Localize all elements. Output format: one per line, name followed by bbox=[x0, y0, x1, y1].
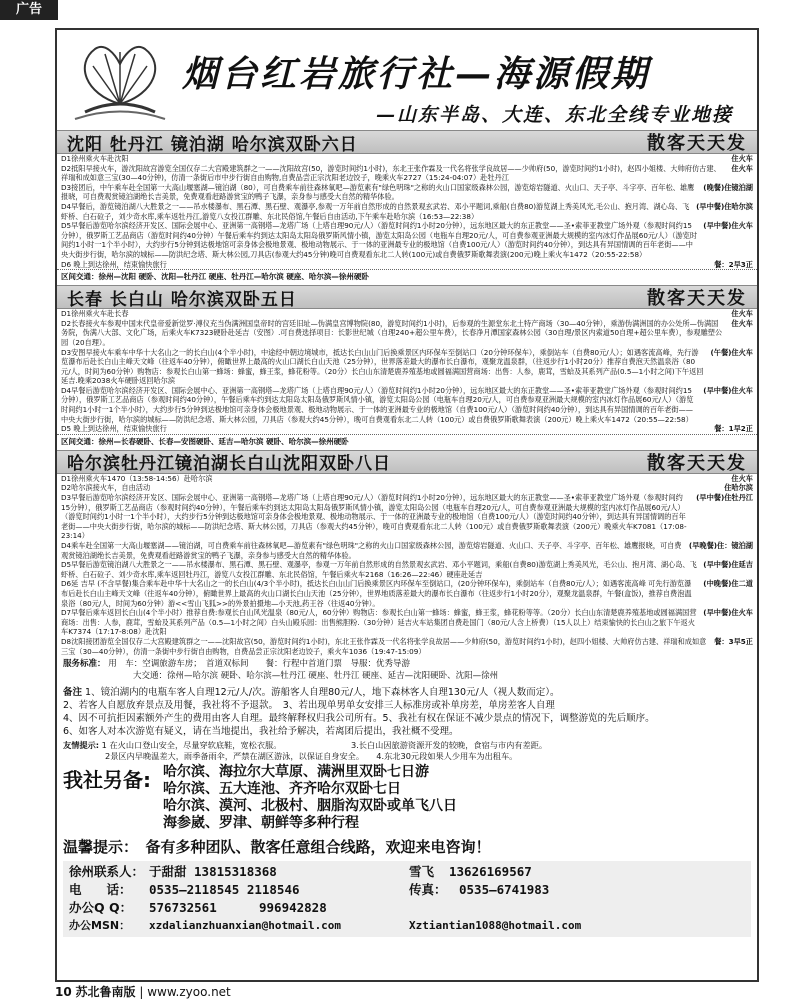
itinerary-day: D1徐州乘火车赴长春 住火车 bbox=[61, 309, 753, 319]
itinerary-day: D2哈尔滨接火车，自由活动 住哈尔滨 bbox=[61, 483, 753, 493]
itinerary-day: D4乘车赴全国第一大高山堰塞湖——镜泊湖，可自费乘车前往森林氧吧—游览素有"绿色明珠"之称的火山口国家级森林公园，游览熔岩隧道、火山口、天子亭、斗字亭、百年松、雄鹰报晓，可自费观赏镜泊湖绝长吉美景，免费观看赶路游赏宝的鸭子飞瀑，亲身参与感受大自然的精华体验。 (早晚餐)住：镜泊湖 bbox=[61, 541, 753, 560]
route-transport: 区间交通：徐州—沈阳 硬卧、沈阳—牡丹江 硬座、牡丹江—哈尔滨 硬座、哈尔滨—徐州硬卧 bbox=[57, 269, 757, 283]
ad-frame bbox=[55, 28, 759, 982]
route-name: 哈尔滨牡丹江镜泊湖长白山沈阳双卧八日 bbox=[67, 454, 391, 475]
itinerary-day: D3早餐后游览哈尔滨经济开发区、国际会展中心、亚洲第一高钢塔—龙塔广场（上塔自理90元/人）（游览时间约1小时20分钟），远东地区最大的东正教堂——圣•索菲亚教堂广场外观（参观时间约15分钟），俄罗斯工艺品商店（参观时间约40分钟），午餐后乘车约到达太阳岛太阳岛俄罗斯风情小镇，游览太阳岛公园（电瓶车自理20元/人，可自费参观亚洲最大规模的室内冰灯作品展60元/人）（游览时间约1小时一1个半小时），大约步行5分钟到达极地馆可亲身体会极地景观、极地动物展示、于一体的亚洲最专业的极地馆（自费100元/人）（游览时间约40分钟），到达具有异国情调的百年老街——中央大街步行街，哈尔滨的城标——防洪纪念塔、斯大林公园，刀具店（参观大约45分钟），晚可自费观看东北二人转（100元）或自费俄罗斯歌舞表演（200元）晚乘火车K7081（17:08-23:14） (早中餐)住牡丹江 bbox=[61, 493, 753, 541]
site-url[interactable]: www.zyoo.net bbox=[147, 985, 231, 999]
itinerary-day: D2抵阳早接火车，游沈阳故宫游览全国仅存二大宫殿建筑群之一——沈阳故宫(50，游览时间约1小时)，东北王张作霖及一代名将张学良故居——少帅府(50，游览时间约1小时)，赵四小姐楼、大帅府仿古建、祥瑞和成如意三宝(30—40分钟)，仿清一条街后市中步行街自由购物,自费品尝正宗沈阳老边饺子，晚乘火车2727（15:24-04:07）赴牡丹江 住火车 bbox=[61, 163, 753, 183]
itinerary-day: D6 晚上到达徐州，结束愉快旅行 餐：2早3正 bbox=[61, 259, 753, 269]
contact-block: 徐州联系人： 于甜甜 13815318368 雪飞 13626169567 电 话： 0535—2118545 2118546 传真： 0535—6741983 办公Q Q： 576732561 996942828 办公MSN： xzdalianzhuanxian@hotmail.com Xztiantian1088@hotmail.com bbox=[63, 861, 751, 937]
header bbox=[57, 30, 757, 130]
notes: 备注 1、镜泊湖内的电瓶车客人自理12元/人/次。游船客人自理80元/人，地下森林客人自理130元/人（视人数而定）。 2、若客人自愿放弃景点及用餐，我社将不予退款。 3、若出现单男单女安排三人标准房或补单房差，单房差客人自理 4、因不可抗拒因素额外产生的费用由客人自理。最终解释权归我公司所有。5、我社有权在保证不减少景点的情况下，调整游览的先后顺序。 6、如客人对本次游览有疑义，请在当地提出，我社给予解决，若离团后提出，我社概不受理。 bbox=[63, 687, 655, 738]
route-status: 散客天天发 bbox=[647, 133, 747, 154]
itinerary-day: D3接团后，中午乘车赴全国第一大高山堰塞湖—镜泊湖（80），可自费乘车前往森林氧吧—游览素有"绿色明珠"之称的火山口国家级森林公园，游览熔岩隧道、火山口、天子亭、斗字亭、百年松、雄鹰报晓，可自费观赏镜泊湖绝长吉美景，免费观看赶路游赏宝的鸭子飞瀑，亲身参与感受大自然的精华体验。 (晚餐)住镜泊湖 bbox=[61, 182, 753, 202]
itinerary-day: D3安图早接火车乘车中华十大名山之一的长白山(4个半小时)，中途经中朝边境城市，抵达长白山山门后换乘景区内环保车至倒站口（20分钟环保车），乘倒站车（自费80元/人）；如遇客流高峰，先行游览瀑布后赴长白山主峰天文峰（往返车40分钟），俯瞰世界上最高的火山口湖长白山天池（25分钟），世界落差最大的瀑布长白瀑布，观聚龙温泉群，（往返步行1小时20分）推荐自费泡天然温泉浴（80元/人，时间为60分钟）购物店：参观长白山第一蜂场：蜂蜜，蜂王浆，蜂花粉等。（20分）长白山东清楚鹿养殖基地或圆福满国营商场：出售：人参，鹿茸，雪蛤及其系列产品(0.5—1小时之间)下午返回延吉.晚乘2038火车硬卧返回哈尔滨 (午餐)住火车 bbox=[61, 347, 753, 386]
itinerary-day: D1徐州乘火车赴沈阳 住火车 bbox=[61, 154, 753, 163]
slogan: —山东半岛、大连、东北全线专业地接 bbox=[375, 104, 733, 126]
footer: 10 苏北鲁南版 | www.zyoo.net bbox=[55, 985, 231, 999]
ad-tag: 广告 bbox=[0, 0, 58, 20]
itinerary-day: D6延 吉早 (不含早餐)集合乘车赴中华十大名山之一的长白山(4/3个半小时)，抵达长白山山门后换乘景区内环保车至倒站口，(20分钟环保车)，乘倒站车（自费80元/人）；如遇客流高峰 可先行游览瀑布后赴长白山主峰天文峰（往返车40分钟），俯瞰世界上最高的火山口湖长白山天池（25分钟），世界地质落差最大的瀑布长白瀑布（往返步行1小时20分），观聚龙温泉群，午餐(盒饭)，推荐自费泡温泉浴（80元/人，时间为60分钟）游<<雪山飞狐>>的外景拍摄地—小天池,药王谷（往返40分钟）。 (中晚餐)住二道 bbox=[61, 579, 753, 608]
route-name: 长春 长白山 哈尔滨双卧五日 bbox=[67, 289, 297, 310]
route-status: 散客天天发 bbox=[647, 288, 747, 310]
route-name: 沈阳 牡丹江 镜泊湖 哈尔滨双卧六日 bbox=[67, 134, 358, 155]
other-routes: 我社另备: 哈尔滨、海拉尔大草原、满洲里双卧七日游 哈尔滨、五大连池、齐齐哈尔双卧七日 哈尔滨、漠河、北极村、胭脂沟双卧或单飞八日 海参崴、罗津、朝鲜等多种行程 bbox=[63, 764, 457, 832]
route-transport: 区间交通：徐州—长春硬卧、长春—安图硬卧、延吉—哈尔滨 硬卧、哈尔滨—徐州硬卧 bbox=[57, 434, 757, 448]
itinerary-day: D8沈阳接团游览全国仅存二大宫殿建筑群之一——沈阳故宫(50，游览时间约1小时)，东北王张作霖及一代名将张学良故居——少帅府(50，游览时间约1小时)，赵四小姐楼、大帅府仿古建、祥瑞和成如意三宝（30—40分钟），仿清一条街中步行街自由购物，自费品尝正宗沈阳老边饺子，乘火车1036（19:47-15:09） 餐：3早5正 bbox=[61, 636, 753, 656]
itinerary-day: D7早餐后乘车返回长白山(4个半小时）推荐自费:参观长白山风光温泉（80元/人，60分钟）购物店：参观长白山第一蜂场：蜂蜜，蜂王浆，蜂花粉等等。（20分）长白山东清楚鹿养殖基地或圆福满国营商场：出售：人参，鹿茸，雪蛤及其系列产品（0.5—1小时之间）白头山殿乐园：出售熊胆粉.（30分钟）延吉火车站集团自费赴国门（80元/人含上桥费）（15人以上）结束愉快的长白山之旅下午返火车K7374（17:17-8:08）赴沈阳 (早中餐)住火车 bbox=[61, 608, 753, 637]
friendly-tips: 友情提示: 1 在火山口登山安全，尽量穿软底鞋，宽松衣服。 3.长白山因旅游资源开发的较晚，食宿与市内有差距。 2景区内早晚温差大，雨季备雨伞，严禁在湖区游泳，以保证自身安全。 4.东北30元段如果人少用车为出租车。 bbox=[63, 740, 548, 762]
itinerary-day: D4早餐后游览哈尔滨经济开发区、国际会展中心、亚洲第一高钢塔—龙塔广场（上塔自理90元/人）（游览时间约1小时20分钟），远东地区最大的东正教堂——圣•索菲亚教堂广场外观（参观时间约15分钟），俄罗斯工艺品商店（参观时间约40分钟），午餐后乘车约到达太阳岛太阳岛俄罗斯风情小镇，游览太阳岛公园（电瓶车自理20元/人，可自费参观亚洲最大规模的室内冰灯作品展60元/人）（游览时间约1小时一1个半小时），大约步行5分钟到达极地馆可亲身体会极地景观、极地动物展示、于一体的亚洲最专业的极地馆（自费100元/人）（游览时间约40分钟），到达具有异国情调的百年老街——中央大街步行街，哈尔滨的城标——防洪纪念塔、斯大林公园，刀具店（参观大约45分钟），晚可自费观看东北二人转（100元）或自费俄罗斯歌舞表演（200元）晚上乘火车1472（20:55—22:58） (早中餐)住火车 bbox=[61, 385, 753, 424]
route-title-1 bbox=[57, 130, 757, 154]
route-status: 散客天天发 bbox=[647, 452, 747, 474]
itinerary-day: D5早餐后游览哈尔滨经济开发区、国际会展中心、亚洲第一高钢塔—龙塔广场（上塔自理90元/人）（游览时间约1小时20分钟），远东地区最大的东正教堂——圣•索菲亚教堂广场外观（参观时间约15分钟），俄罗斯工艺品商店（游览时间约40分钟）午餐后乘车约到达太阳岛太阳岛俄罗斯风情小镇，游览太阳岛公园（电瓶车自理20元/人，可自费参观亚洲最大规模的室内冰灯作品展60元/人）（游览时间约1小时一1个半小时），大约步行5分钟到达极地馆可亲身体会极地景观、极地动物展示、于一体的亚洲最专业的极地馆（自费100元/人）（游览时间约40分钟），到达具有异国情调的百年老街——中央大街步行街，哈尔滨的城标——防洪纪念塔、斯大林公园,刀具店(参观大约45分钟)晚可自费观看东北二人转(100元)或自费俄罗斯歌舞表演(200元)晚上乘火车1472（20:55-22:58） (早中餐)住火车 bbox=[61, 221, 753, 259]
itinerary-day: D5 晚上到达徐州，结束愉快旅行 餐：1早2正 bbox=[61, 424, 753, 434]
route-title-2 bbox=[57, 285, 757, 309]
itinerary-day: D2长春接火车参观中国末代皇帝爱新觉罗·溥仪充当伪满洲国皇帝时的宫廷旧址—伪满皇宫博物院(80，游览时间约1小时)，后参观的生源堂东北土特产商场（30—40分钟），乘游伪满洲国的办公处所—伪满国务院，伪满八大部、文化广场，后乘火车K7323硬卧赴延吉（安图）.可自费选择项目：长影世纪城（自理240+超公里车费），长春净月潭国家森林公园（30自理/景区内索道50自理+超公里车费），参观雕塑公园（20自理）。 住火车 bbox=[61, 318, 753, 347]
company-name: 烟台红岩旅行社—海源假期 bbox=[182, 53, 651, 95]
itinerary-day: D4早餐后，游览镜泊湖八大胜景之一——吊水楼瀑布、黑石潭、黑石壁、观瀑亭,参观一万年前自然形成的自然景观玄武岩、邓小平题词,乘船(自费80)游览湖上秀美风光,毛公山、抱月湾、湖心岛、飞虾桥、白石砬子，刘少奇水库,乘车返牡丹江,游览八女投江群雕、东北民俗馆,午餐后自由活动,下午乘车赴哈尔滨（16:53—22:38） (早中餐)住哈尔滨 bbox=[61, 201, 753, 221]
shell-logo-icon bbox=[65, 34, 175, 124]
itinerary-day: D1徐州乘火车1470（13:58-14:56）赴哈尔滨 住火车 bbox=[61, 473, 753, 483]
warm-tip: 温馨提示： 备有多种团队、散客任意组合线路，欢迎来电咨询！ bbox=[63, 838, 491, 857]
itinerary-day: D5早餐后游览镜泊湖八大胜景之一——吊水楼瀑布、黑石潭、黑石壁、观瀑亭，参观一万年前自然形成的自然景观玄武岩、邓小平题词，乘船(自费80)游览湖上秀美风光，毛公山、抱月湾、湖心岛、飞虾桥、白石砬子、刘少奇水库,乘车返回牡丹江，游览八女投江群雕、东北民俗馆，午餐后乘火车2168（16:26—22:46）硬座赴延吉 (早中餐)住延吉 bbox=[61, 560, 753, 579]
route-title-3 bbox=[57, 450, 757, 474]
service-standard: 服务标准： 用 车：空调旅游车房； 首道双标间 餐：行程中首道门票 导服：优秀导游 大交通：徐州—哈尔滨 硬卧、哈尔滨—牡丹江 硬座、牡丹江 硬座、延吉—沈阳硬卧、沈阳—徐州 bbox=[63, 659, 499, 682]
